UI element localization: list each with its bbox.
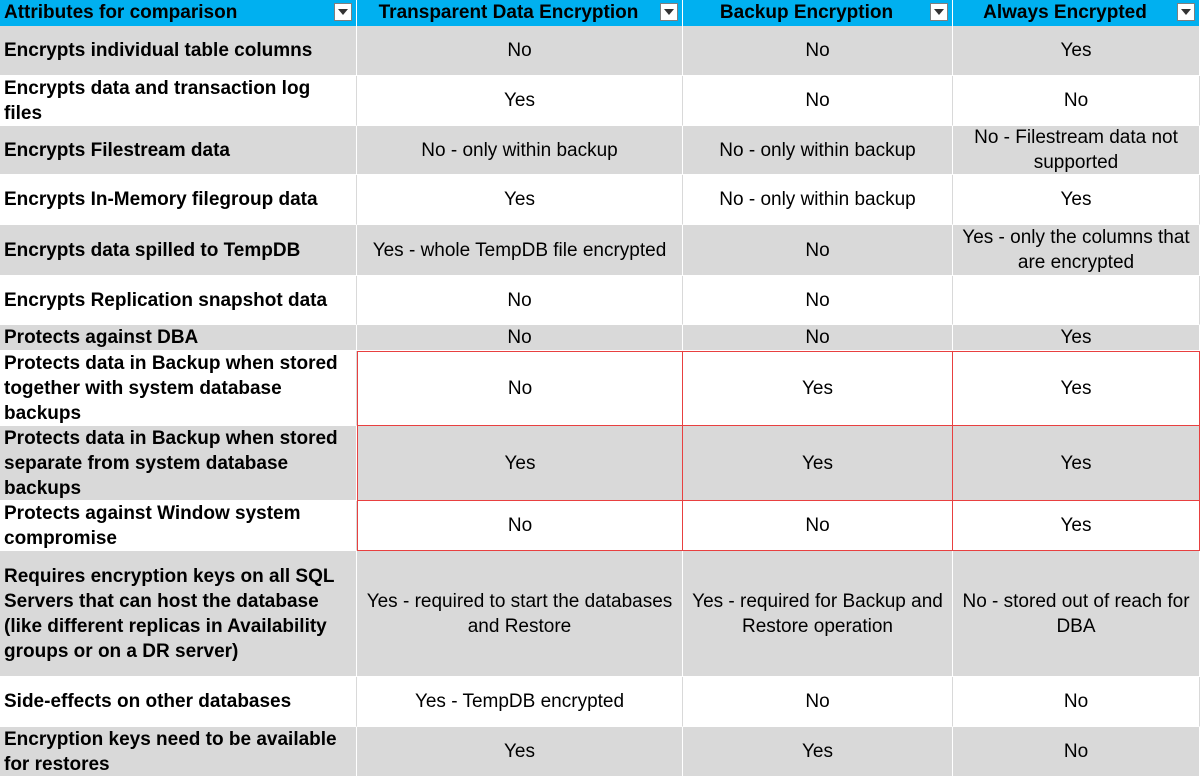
attribute-cell[interactable]: Protects against Window system compromise <box>0 501 357 551</box>
tde-cell[interactable]: Yes <box>357 426 683 501</box>
backup-cell[interactable]: Yes <box>683 426 953 501</box>
backup-cell[interactable]: No - only within backup <box>683 175 953 225</box>
always-cell[interactable]: No - stored out of reach for DBA <box>953 551 1200 677</box>
always-cell[interactable]: Yes <box>953 325 1200 351</box>
filter-dropdown-icon[interactable] <box>1177 3 1195 21</box>
attribute-cell[interactable]: Encrypts In-Memory filegroup data <box>0 175 357 225</box>
header-label: Transparent Data Encryption <box>378 2 639 23</box>
always-cell[interactable]: No <box>953 727 1200 777</box>
backup-cell[interactable]: No <box>683 276 953 325</box>
header-tde[interactable] <box>357 0 683 26</box>
tde-cell[interactable]: Yes <box>357 175 683 225</box>
tde-cell[interactable]: Yes - required to start the databases and Restore <box>357 551 683 677</box>
tde-cell[interactable]: No <box>357 351 683 426</box>
header-always-encrypted[interactable] <box>953 0 1200 26</box>
attribute-cell[interactable]: Protects against DBA <box>0 325 357 351</box>
tde-cell[interactable]: No <box>357 325 683 351</box>
always-cell[interactable]: Yes <box>953 426 1200 501</box>
tde-cell[interactable]: No <box>357 276 683 325</box>
backup-cell[interactable]: No <box>683 677 953 727</box>
always-cell[interactable]: No <box>953 76 1200 126</box>
tde-cell[interactable]: No <box>357 501 683 551</box>
attribute-cell[interactable]: Protects data in Backup when stored separate from system database backups <box>0 426 357 501</box>
backup-cell[interactable]: Yes - required for Backup and Restore operation <box>683 551 953 677</box>
tde-cell[interactable]: No <box>357 26 683 76</box>
always-cell[interactable]: No - Filestream data not supported <box>953 126 1200 175</box>
attribute-cell[interactable]: Encryption keys need to be available for restores <box>0 727 357 777</box>
always-cell[interactable] <box>953 276 1200 325</box>
backup-cell[interactable]: No <box>683 501 953 551</box>
attribute-cell[interactable]: Encrypts Filestream data <box>0 126 357 175</box>
backup-cell[interactable]: No <box>683 325 953 351</box>
attribute-cell[interactable]: Encrypts individual table columns <box>0 26 357 76</box>
header-backup-encryption[interactable] <box>683 0 953 26</box>
attribute-cell[interactable]: Encrypts Replication snapshot data <box>0 276 357 325</box>
attribute-cell[interactable]: Protects data in Backup when stored together with system database backups <box>0 351 357 426</box>
filter-dropdown-icon[interactable] <box>334 3 352 21</box>
always-cell[interactable]: Yes - only the columns that are encrypted <box>953 225 1200 276</box>
header-attributes[interactable] <box>0 0 357 26</box>
always-cell[interactable]: Yes <box>953 501 1200 551</box>
always-cell[interactable]: No <box>953 677 1200 727</box>
attribute-cell[interactable]: Requires encryption keys on all SQL Servers that can host the database (like different replicas in Availability groups or on a DR server) <box>0 551 357 677</box>
attribute-cell[interactable]: Encrypts data and transaction log files <box>0 76 357 126</box>
header-label: Backup Encryption <box>719 2 894 23</box>
tde-cell[interactable]: Yes - TempDB encrypted <box>357 677 683 727</box>
attribute-cell[interactable]: Encrypts data spilled to TempDB <box>0 225 357 276</box>
backup-cell[interactable]: No <box>683 76 953 126</box>
tde-cell[interactable]: No - only within backup <box>357 126 683 175</box>
always-cell[interactable]: Yes <box>953 175 1200 225</box>
backup-cell[interactable]: Yes <box>683 351 953 426</box>
tde-cell[interactable]: Yes - whole TempDB file encrypted <box>357 225 683 276</box>
backup-cell[interactable]: No <box>683 26 953 76</box>
filter-dropdown-icon[interactable] <box>660 3 678 21</box>
always-cell[interactable]: Yes <box>953 26 1200 76</box>
attribute-cell[interactable]: Side-effects on other databases <box>0 677 357 727</box>
header-label: Attributes for comparison <box>4 2 238 23</box>
tde-cell[interactable]: Yes <box>357 76 683 126</box>
backup-cell[interactable]: Yes <box>683 727 953 777</box>
backup-cell[interactable]: No <box>683 225 953 276</box>
header-label: Always Encrypted <box>983 2 1147 23</box>
filter-dropdown-icon[interactable] <box>930 3 948 21</box>
always-cell[interactable]: Yes <box>953 351 1200 426</box>
backup-cell[interactable]: No - only within backup <box>683 126 953 175</box>
tde-cell[interactable]: Yes <box>357 727 683 777</box>
